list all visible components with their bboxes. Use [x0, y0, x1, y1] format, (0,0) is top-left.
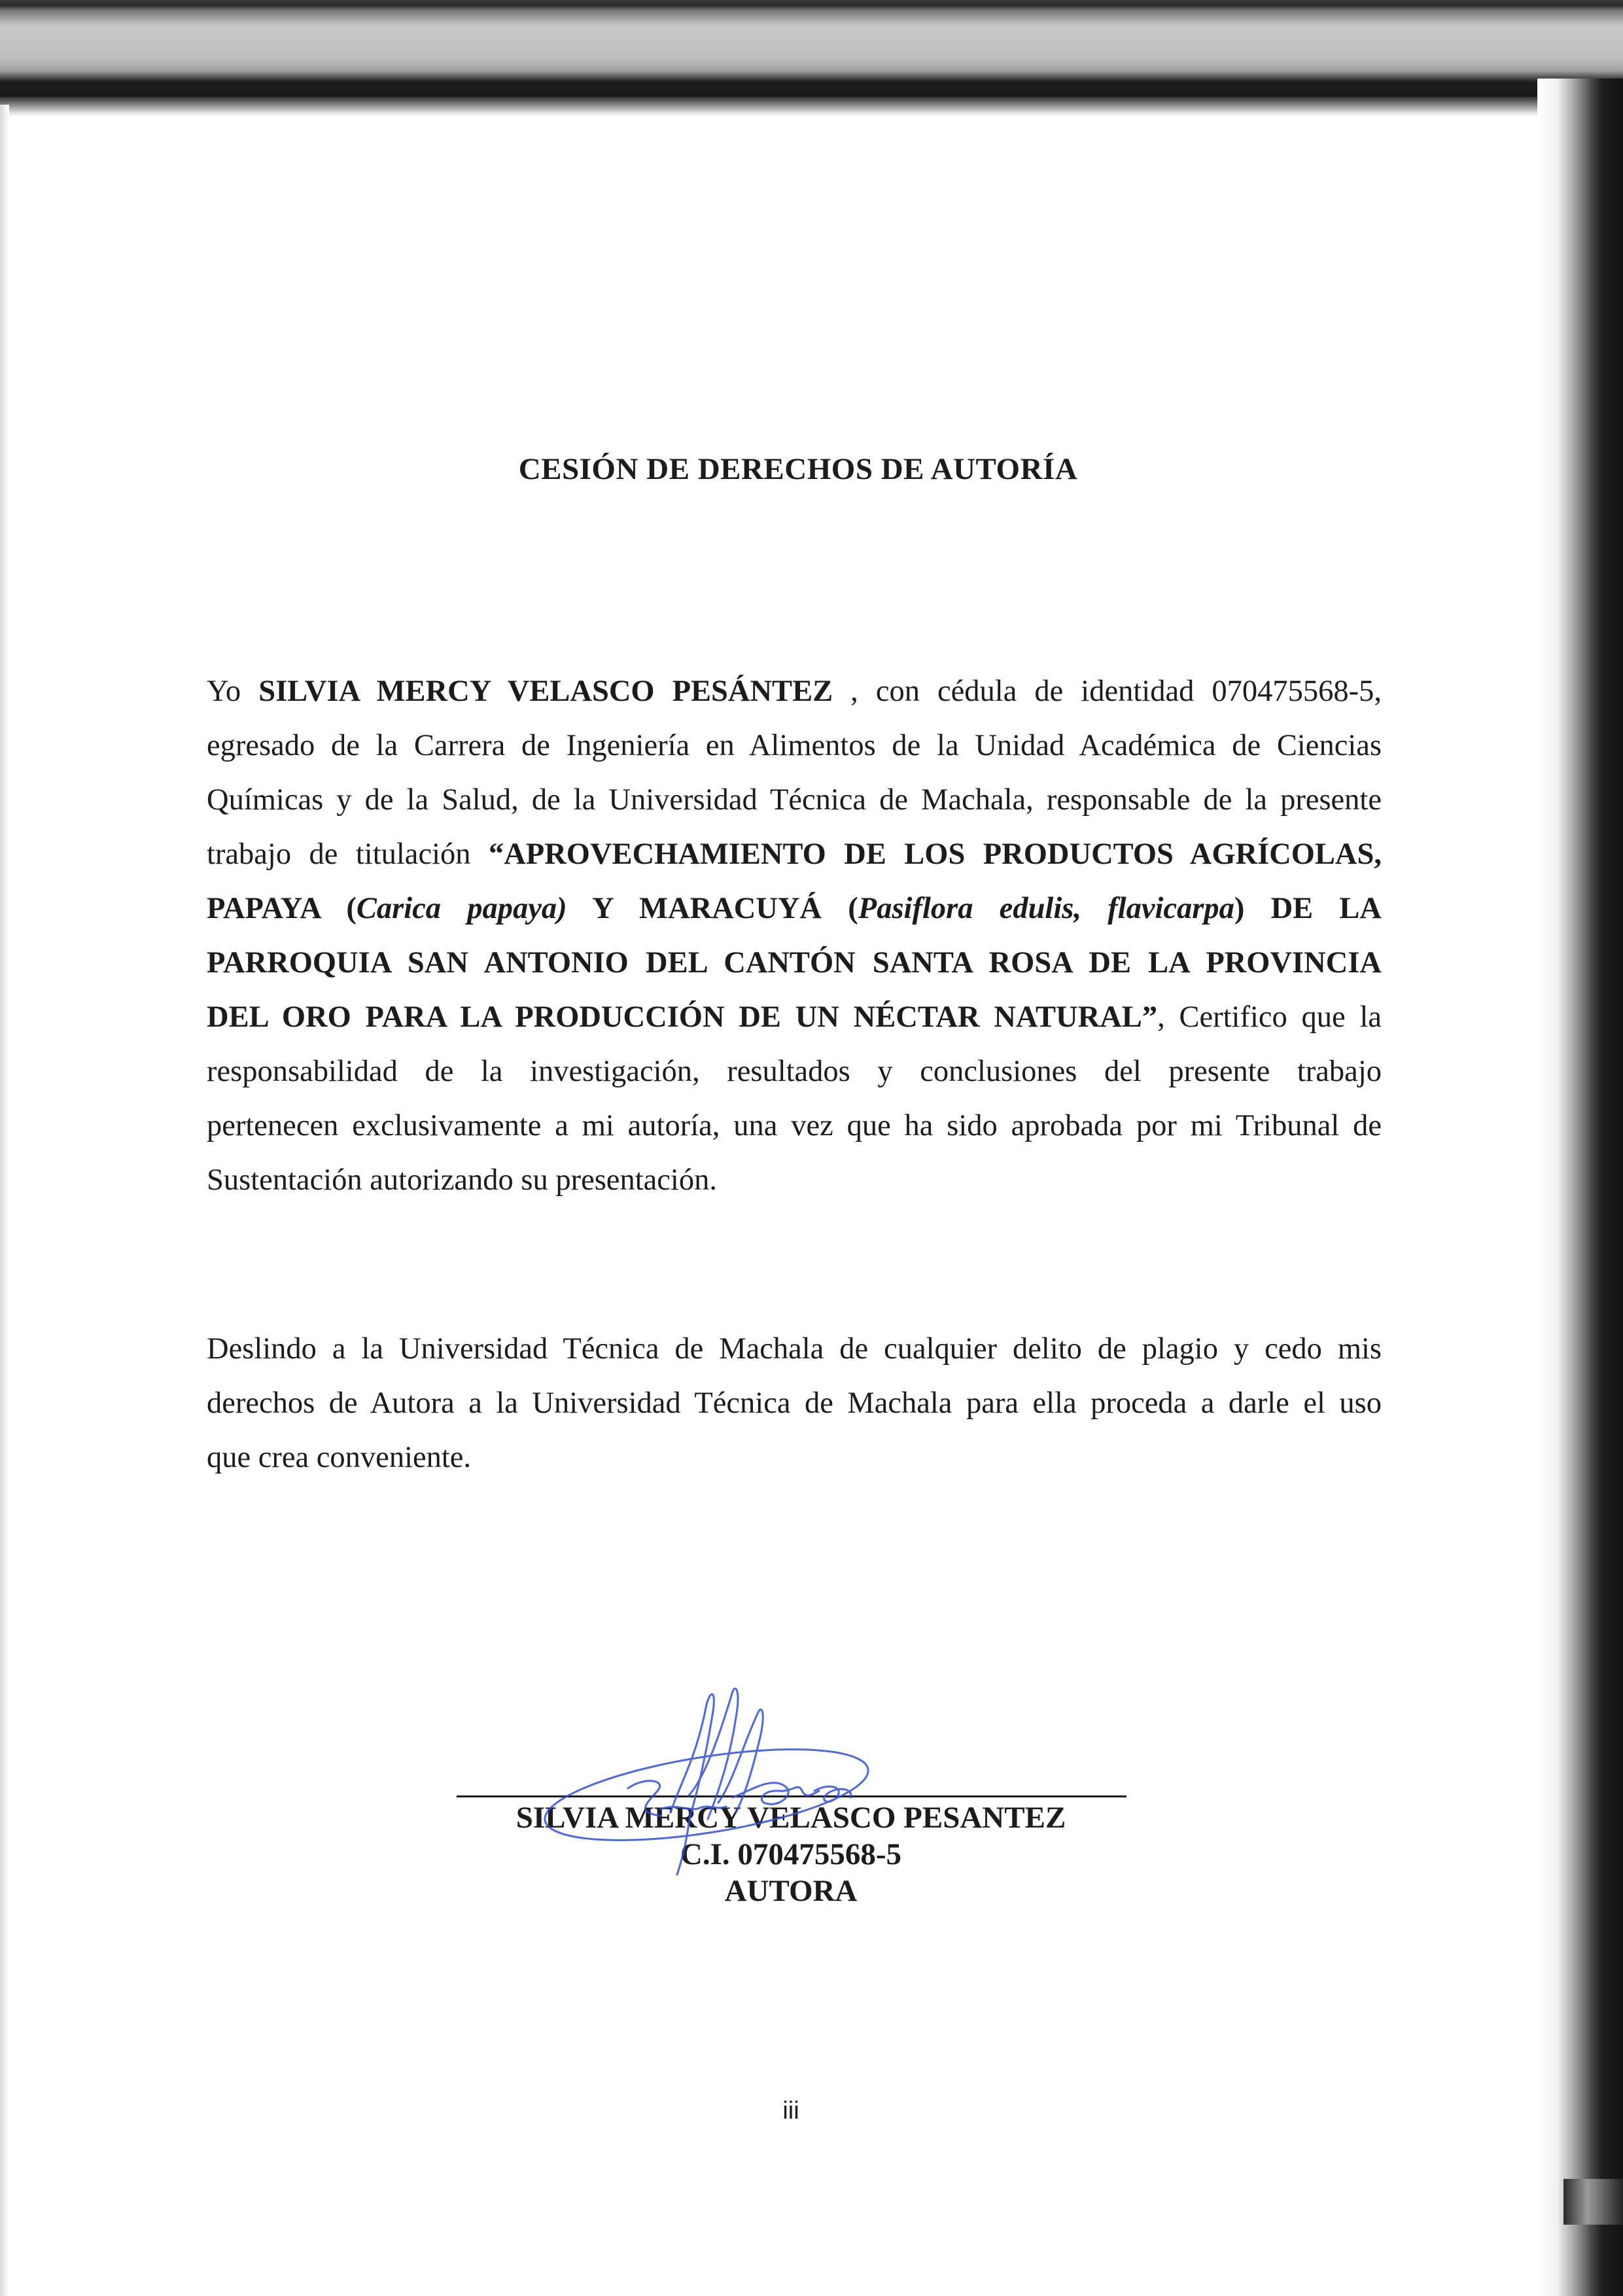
waiver-paragraph	[207, 1322, 1382, 1485]
signer-name: SILVIA MERCY VELASCO PESANTEZ	[515, 1801, 1066, 1835]
certification-paragraph	[207, 664, 1382, 1207]
paragraph-line: pertenecen exclusivamente a mi autoría, una vez que ha sido aprobada por mi Tribunal de	[207, 1109, 1382, 1142]
scientific-name-maracuya: Pasiflora edulis, flavicarpa	[858, 892, 1234, 925]
paragraph-line: Yo SILVIA MERCY VELASCO PESÁNTEZ , con cédula de identidad 070475568-5,	[207, 675, 1382, 708]
signer-id: C.I. 070475568-5	[680, 1837, 902, 1871]
scan-binding-mark	[1563, 2179, 1623, 2225]
paragraph-line: Químicas y de la Salud, de la Universidad Técnica de Machala, responsable de la presente	[207, 783, 1382, 817]
scan-top-edge	[0, 0, 1623, 105]
paragraph-line: egresado de la Carrera de Ingeniería en Alimentos de la Unidad Académica de Ciencias	[207, 729, 1382, 762]
scan-page-top-shadow	[0, 97, 1557, 116]
paragraph-line: PAPAYA (Carica papaya) Y MARACUYÁ (Pasiflora edulis, flavicarpa) DE LA	[207, 892, 1382, 925]
scan-right-edge	[1537, 79, 1623, 2296]
thesis-title-end: DEL ORO PARA LA PRODUCCIÓN DE UN NÉCTAR NATURAL”	[207, 1000, 1158, 1034]
paragraph-line: Deslindo a la Universidad Técnica de Machala de cualquier delito de plagio y cedo mis	[207, 1332, 1382, 1366]
author-name: SILVIA MERCY VELASCO PESÁNTEZ	[258, 675, 833, 708]
scientific-name-papaya: Carica papaya)	[356, 892, 567, 925]
paragraph-line: responsabilidad de la investigación, resultados y conclusiones del presente trabajo	[207, 1055, 1382, 1088]
paragraph-line: trabajo de titulación “APROVECHAMIENTO DE LOS PRODUCTOS AGRÍCOLAS,	[207, 838, 1382, 871]
handwritten-signature	[536, 1678, 890, 1888]
paragraph-line: DEL ORO PARA LA PRODUCCIÓN DE UN NÉCTAR NATURAL”, Certifico que la	[207, 1000, 1382, 1034]
page-number: iii	[782, 2097, 799, 2125]
signer-role: AUTORA	[724, 1874, 858, 1908]
paragraph-line: Sustentación autorizando su presentación.	[207, 1163, 717, 1197]
page-title: CESIÓN DE DERECHOS DE AUTORÍA	[518, 452, 1078, 486]
scan-left-edge	[0, 105, 9, 2296]
paragraph-line: derechos de Autora a la Universidad Técnica de Machala para ella proceda a darle el uso	[207, 1386, 1382, 1420]
paragraph-line: PARROQUIA SAN ANTONIO DEL CANTÓN SANTA ROSA DE LA PROVINCIA	[207, 946, 1382, 980]
thesis-title-start: “APROVECHAMIENTO DE LOS PRODUCTOS AGRÍCOLAS,	[488, 838, 1382, 871]
paragraph-line: que crea conveniente.	[207, 1441, 472, 1474]
